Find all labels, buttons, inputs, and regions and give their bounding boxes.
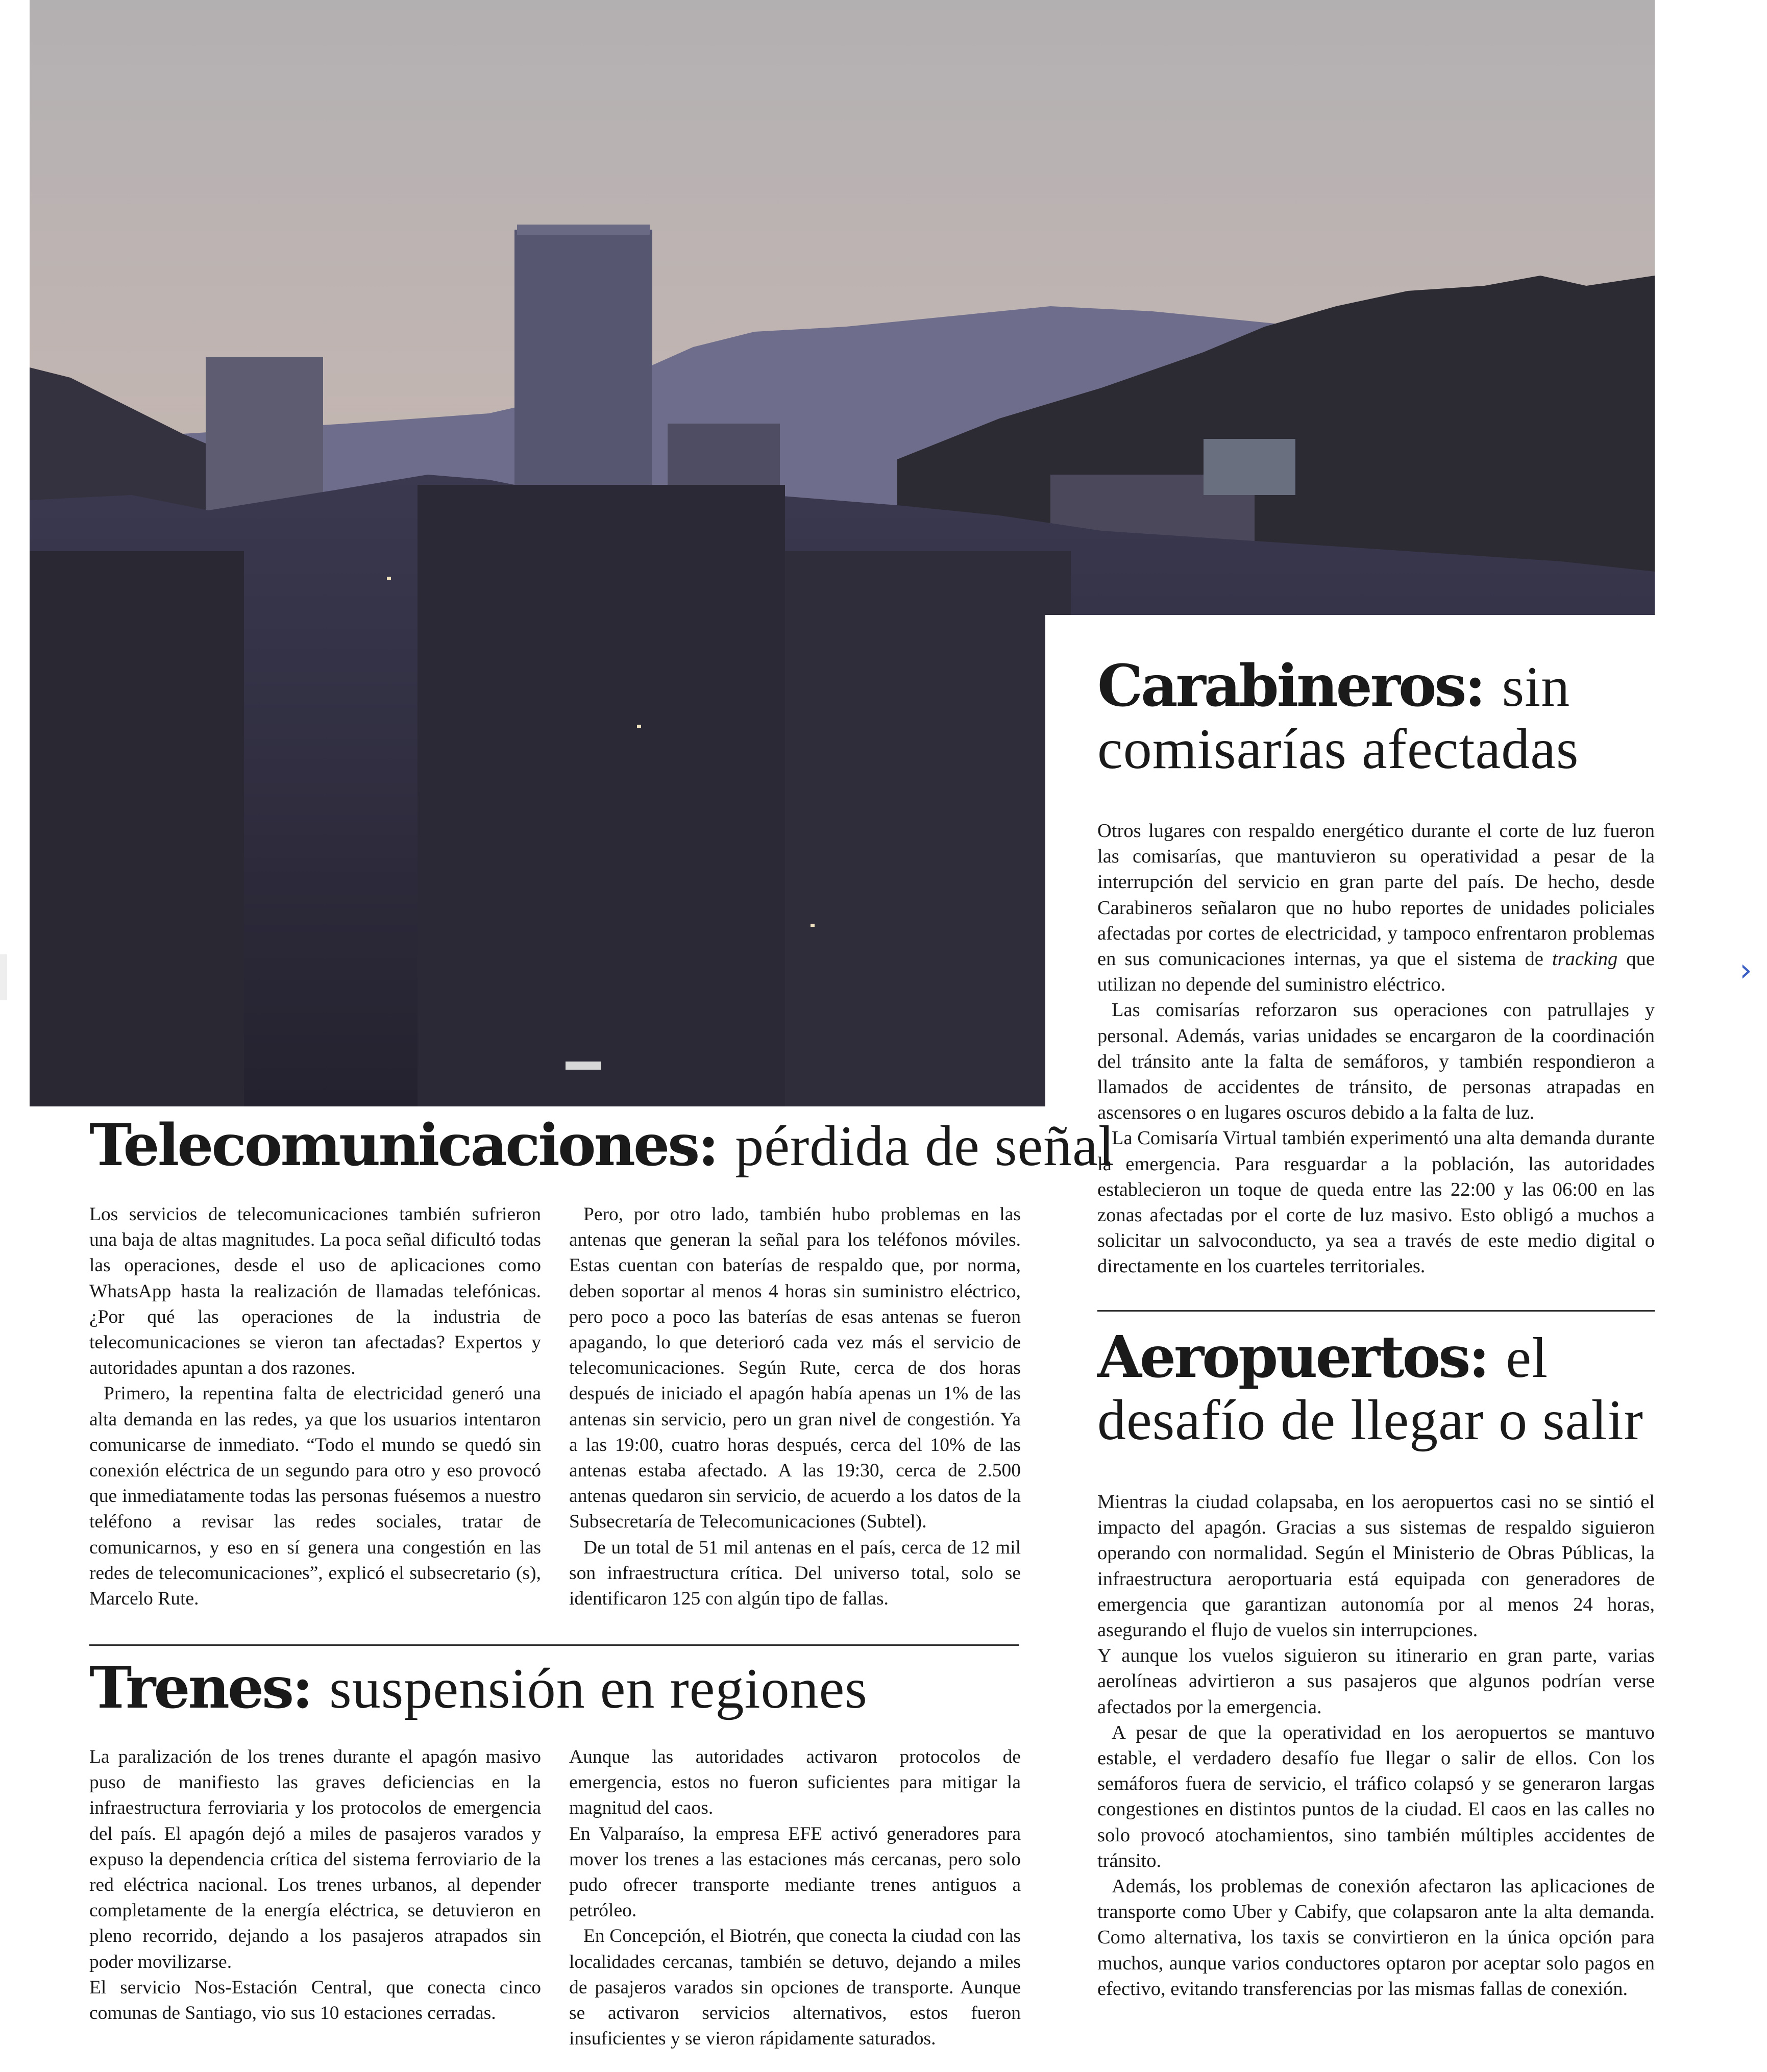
telecom-headline-bold: Telecomunicaciones: <box>89 1112 717 1179</box>
section-divider <box>89 1644 1019 1646</box>
aeropuertos-column <box>1097 1489 1655 2002</box>
paragraph: Mientras la ciudad colapsaba, en los aeropuertos casi no se sintió el impacto del apagón. Gracias a sus sistemas de respaldo siguieron operando con normalidad. Según el Ministerio de Obras Públicas, la infraestructura aeroportuaria está equipada con generadores de emergencia que garantizan autonomía por al menos 24 horas, asegurando el flujo de vuelos sin interrupciones. <box>1097 1491 1655 1641</box>
paragraph <box>1097 818 1655 997</box>
paragraph: Primero, la repentina falta de electricidad generó una alta demanda en las redes, ya que los usuarios intentaron comunicarse de inmediato. “Todo el mundo se quedó sin conexión eléctrica de un segundo para otro y eso provocó que inmediatamente todas las personas fuésemos a nuestro teléfono a revisar las redes sociales, tratar de comunicarnos, y eso en sí genera una congestión en las redes de telecomunicaciones”, explicó el subsecretario (s), Marcelo Rute. <box>89 1383 541 1610</box>
telecom-headline <box>89 1112 1115 1179</box>
paragraph: Los servicios de telecomunicaciones también sufrieron una baja de altas magnitudes. La poca señal dificultó todas las operaciones, desde el uso de aplicaciones como WhatsApp hasta la realización de llamadas telefónicas. ¿Por qué las operaciones de la industria de telecomunicaciones se vieron tan afectadas? Expertos y autoridades apuntan a dos razones. <box>89 1204 541 1379</box>
paragraph: Y aunque los vuelos siguieron su itinerario en gran parte, varias aerolíneas advirtieron a sus pasajeros que algunos podrían verse afectados por la emergencia. <box>1097 1645 1655 1718</box>
paragraph: A pesar de que la operatividad en los aeropuertos se mantuvo estable, el verdadero desafío fue llegar o salir de ellos. Con los semáforos fuera de servicio, el tráfico colapsó y se generaron largas congestiones en distintos puntos de la ciudad. El caos en las calles no solo provocó atochamientos, sino también múltiples accidentes de tránsito. <box>1097 1721 1655 1871</box>
aeropuertos-headline-bold: Aeropuertos: <box>1097 1324 1488 1391</box>
text-span: que utilizan no depende del suministro eléctrico. <box>1097 948 1655 996</box>
telecom-column-2 <box>569 1202 1021 1612</box>
section-divider <box>1097 1310 1655 1312</box>
paragraph: Aunque las autoridades activaron protocolos de emergencia, estos no fueron suficientes para mitigar la magnitud del caos. <box>569 1746 1021 1819</box>
carabineros-headline-light: sin comisarías afectadas <box>1097 655 1579 781</box>
trenes-column-2 <box>569 1744 1021 2052</box>
trenes-headline <box>89 1655 868 1721</box>
trenes-column-1 <box>89 1744 541 2026</box>
emphasis: tracking <box>1552 948 1618 970</box>
carabineros-headline-bold: Carabineros: <box>1097 653 1484 720</box>
trenes-headline-bold: Trenes: <box>89 1655 311 1721</box>
paragraph: Además, los problemas de conexión afectaron las aplicaciones de transporte como Uber y Cabify, que colapsaron ante la alta demanda. Como alternativa, los taxis se convirtieron en la única opción para muchos, aunque varios conductores optaron por aceptar solo pagos en efectivo, evitando transferencias por las mismas fallas de conexión. <box>1097 1876 1655 2000</box>
page-edge-handle[interactable] <box>0 954 7 1000</box>
aeropuertos-headline-light: el desafío de llegar o salir <box>1097 1326 1643 1452</box>
telecom-headline-light: pérdida de señal <box>735 1115 1115 1178</box>
paragraph: La Comisaría Virtual también experimentó una alta demanda durante la emergencia. Para resguardar a la población, las autoridades establecieron un toque de queda entre las 22:00 y las 06:00 en las zonas afectadas por el corte de luz masivo. Esto obligó a muchos a solicitar un salvoconducto, ya sea a través de este medio digital o directamente en los cuarteles territoriales. <box>1097 1127 1655 1277</box>
trenes-headline-light: suspensión en regiones <box>329 1657 868 1720</box>
chevron-right-icon[interactable]: › <box>1739 951 1752 989</box>
paragraph: La paralización de los trenes durante el apagón masivo puso de manifiesto las graves deficiencias en la infraestructura ferroviaria y los protocolos de emergencia del país. El apagón dejó a miles de pasajeros varados y expuso la dependencia crítica del sistema ferroviario de la red eléctrica nacional. Los trenes urbanos, al depender completamente de la energía eléctrica, se detuvieron en pleno recorrido, dejando a los pasajeros atrapados sin poder movilizarse. <box>89 1746 541 1972</box>
paragraph: Las comisarías reforzaron sus operaciones con patrullajes y personal. Además, varias unidades se encargaron de la coordinación del tránsito ante la falta de semáforos, y también respondieron a llamados de accidentes de tránsito, de personas atrapadas en ascensores o en lugares oscuros debido a la falta de luz. <box>1097 999 1655 1124</box>
paragraph: En Valparaíso, la empresa EFE activó generadores para mover los trenes a las estaciones más cercanas, pero solo pudo ofrecer transporte mediante trenes antiguos a petróleo. <box>569 1823 1021 1921</box>
carabineros-headline <box>1097 653 1654 781</box>
telecom-column-1 <box>89 1202 541 1612</box>
text-span: Otros lugares con respaldo energético durante el corte de luz fueron las comisarías, que mantuvieron su operatividad a pesar de la interrupción del servicio en gran parte del país. De hecho, desde Carabineros señalaron que no hubo reportes de unidades policiales afectadas por cortes de electricidad, y tampoco enfrentaron problemas en sus comunicaciones internas, ya que el sistema de <box>1097 820 1655 970</box>
tall-tower <box>514 230 652 515</box>
aeropuertos-headline <box>1097 1324 1654 1452</box>
paragraph: El servicio Nos-Estación Central, que conecta cinco comunas de Santiago, vio sus 10 estaciones cerradas. <box>89 1977 541 2024</box>
carabineros-column <box>1097 818 1655 1279</box>
paragraph: En Concepción, el Biotrén, que conecta la ciudad con las localidades cercanas, también se detuvo, dejando a miles de pasajeros varados sin opciones de transporte. Aunque se activaron servicios alternativos, estos fueron insuficientes y se vieron rápidamente saturados. <box>569 1926 1021 2050</box>
paragraph: Pero, por otro lado, también hubo problemas en las antenas que generan la señal para los teléfonos móviles. Estas cuentan con baterías de respaldo que, por norma, deben soportar al menos 4 horas sin suministro eléctrico, pero poco a poco las baterías de esas antenas se fueron apagando, lo que deterioró cada vez más el servicio de telecomunicaciones. Según Rute, cerca de dos horas después de iniciado el apagón había apenas un 1% de las antenas sin servicio, pero un gran nivel de congestión. Ya a las 19:00, cuatro horas después, cerca del 10% de las antenas estaba afectado. A las 19:30, cerca de 2.500 antenas quedaron sin servicio, de acuerdo a los datos de la Subsecretaría de Telecomunicaciones (Subtel). <box>569 1204 1021 1533</box>
paragraph: De un total de 51 mil antenas en el país, cerca de 12 mil son infraestructura crítica. Del universo total, solo se identificaron 125 con algún tipo de fallas. <box>569 1537 1021 1610</box>
